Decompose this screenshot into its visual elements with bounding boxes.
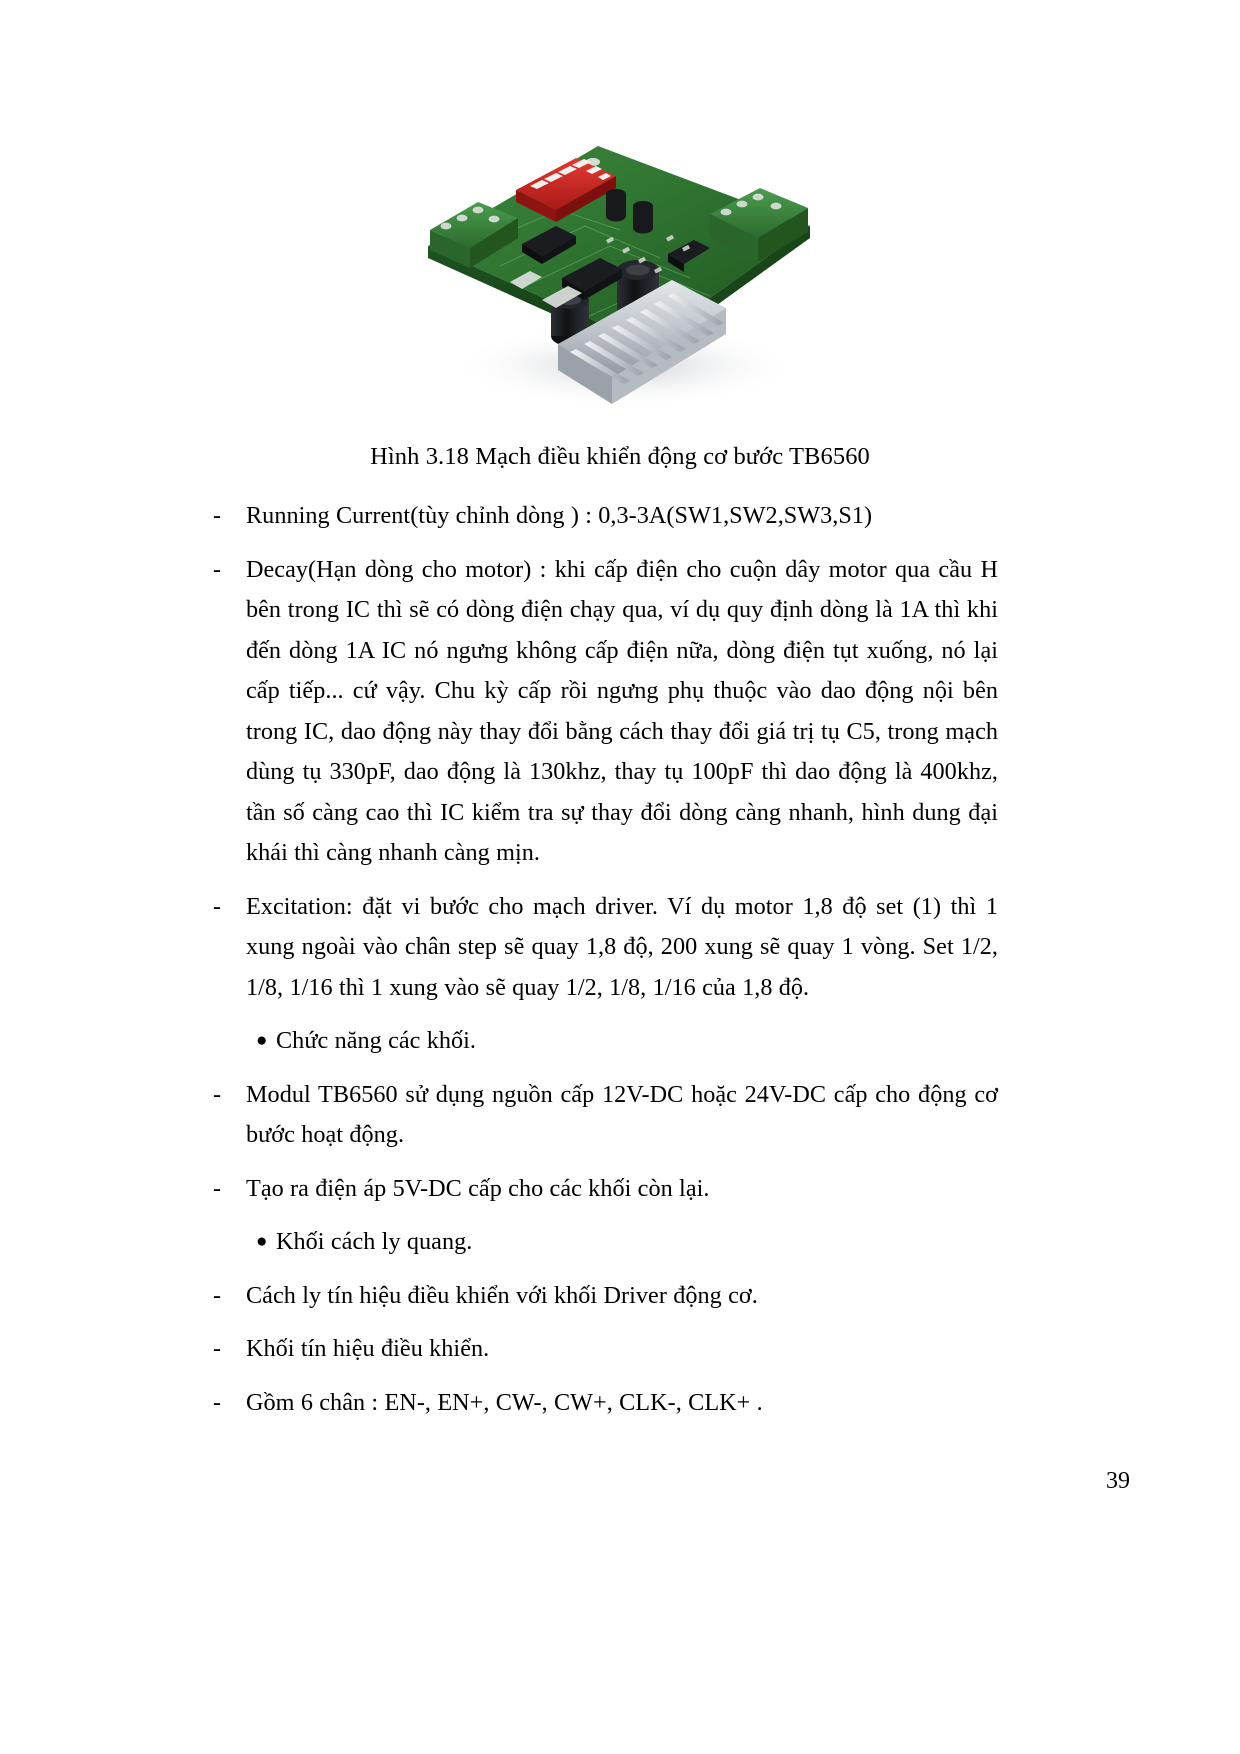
tb6560-stepper-driver-board-photo (410, 118, 830, 418)
dash-marker-icon: - (213, 893, 221, 920)
list-item (208, 1222, 998, 1263)
list-item-text: Khối cách ly quang. (276, 1228, 473, 1255)
dash-marker-icon: - (213, 556, 221, 583)
dash-marker-icon: - (213, 1175, 221, 1202)
bullet-dot-icon: ● (256, 1231, 268, 1252)
figure-caption: Hình 3.18 Mạch điều khiển động cơ bước TB6560 (370, 443, 870, 470)
list-item-text: Excitation: đặt vi bước cho mạch driver. Ví dụ motor 1,8 độ set (1) thì 1 xung ngoài vào chân step sẽ quay 1,8 độ, 200 xung sẽ quay 1 vòng. Set 1/2, 1/8, 1/16 thì 1 xung vào sẽ quay 1/2, 1/8, 1/16 của 1,8 độ. (246, 892, 998, 1001)
list-item (208, 1169, 998, 1210)
list-item (208, 1329, 998, 1370)
list-item-text: Modul TB6560 sử dụng nguồn cấp 12V-DC hoặc 24V-DC cấp cho động cơ bước hoạt động. (246, 1080, 998, 1148)
dash-marker-icon: - (213, 1282, 221, 1309)
list-item-text: Khối tín hiệu điều khiển. (246, 1335, 490, 1362)
dash-marker-icon: - (213, 1389, 221, 1416)
list-item (208, 496, 998, 537)
list-item-text: Gồm 6 chân : EN-, EN+, CW-, CW+, CLK-, CLK+ . (246, 1388, 763, 1416)
list-item-text: Cách ly tín hiệu điều khiển với khối Driver động cơ. (246, 1281, 758, 1309)
page-number: 39 (1106, 1468, 1130, 1494)
list-item (208, 887, 998, 1009)
list-item (208, 1021, 998, 1062)
dash-marker-icon: - (213, 503, 221, 529)
bullet-dot-icon: ● (256, 1030, 268, 1051)
list-item (208, 1383, 998, 1424)
dash-marker-icon: - (213, 1336, 221, 1362)
list-item (208, 1276, 998, 1317)
list-item (208, 1075, 998, 1156)
list-item-text: Tạo ra điện áp 5V-DC cấp cho các khối còn lại. (246, 1174, 710, 1202)
list-item-text: Chức năng các khối. (276, 1027, 477, 1054)
list-item (208, 550, 998, 874)
body-content (208, 496, 998, 1436)
dash-marker-icon: - (213, 1081, 221, 1108)
list-item-text: Running Current(tùy chỉnh dòng ) : 0,3-3A(SW1,SW2,SW3,S1) (246, 502, 873, 529)
list-item-text: Decay(Hạn dòng cho motor) : khi cấp điện cho cuộn dây motor qua cầu H bên trong IC thì sẽ có dòng điện chạy qua, ví dụ quy định dòng là 1A thì khi đến dòng 1A IC nó ngưng không cấp điện nữa, dòng điện tụt xuống, nó lại cấp tiếp... cứ vậy. Chu kỳ cấp rồi ngưng phụ thuộc vào dao động nội bên trong IC, dao động này thay đổi bằng cách thay đổi giá trị tụ C5, trong mạch dùng tụ 330pF, dao động là 130khz, thay tụ 100pF thì dao động là 400khz, tần số càng cao thì IC kiểm tra sự thay đổi dòng càng nhanh, hình dung đại khái thì càng nhanh càng mịn. (246, 555, 998, 866)
figure-block (0, 118, 1240, 418)
